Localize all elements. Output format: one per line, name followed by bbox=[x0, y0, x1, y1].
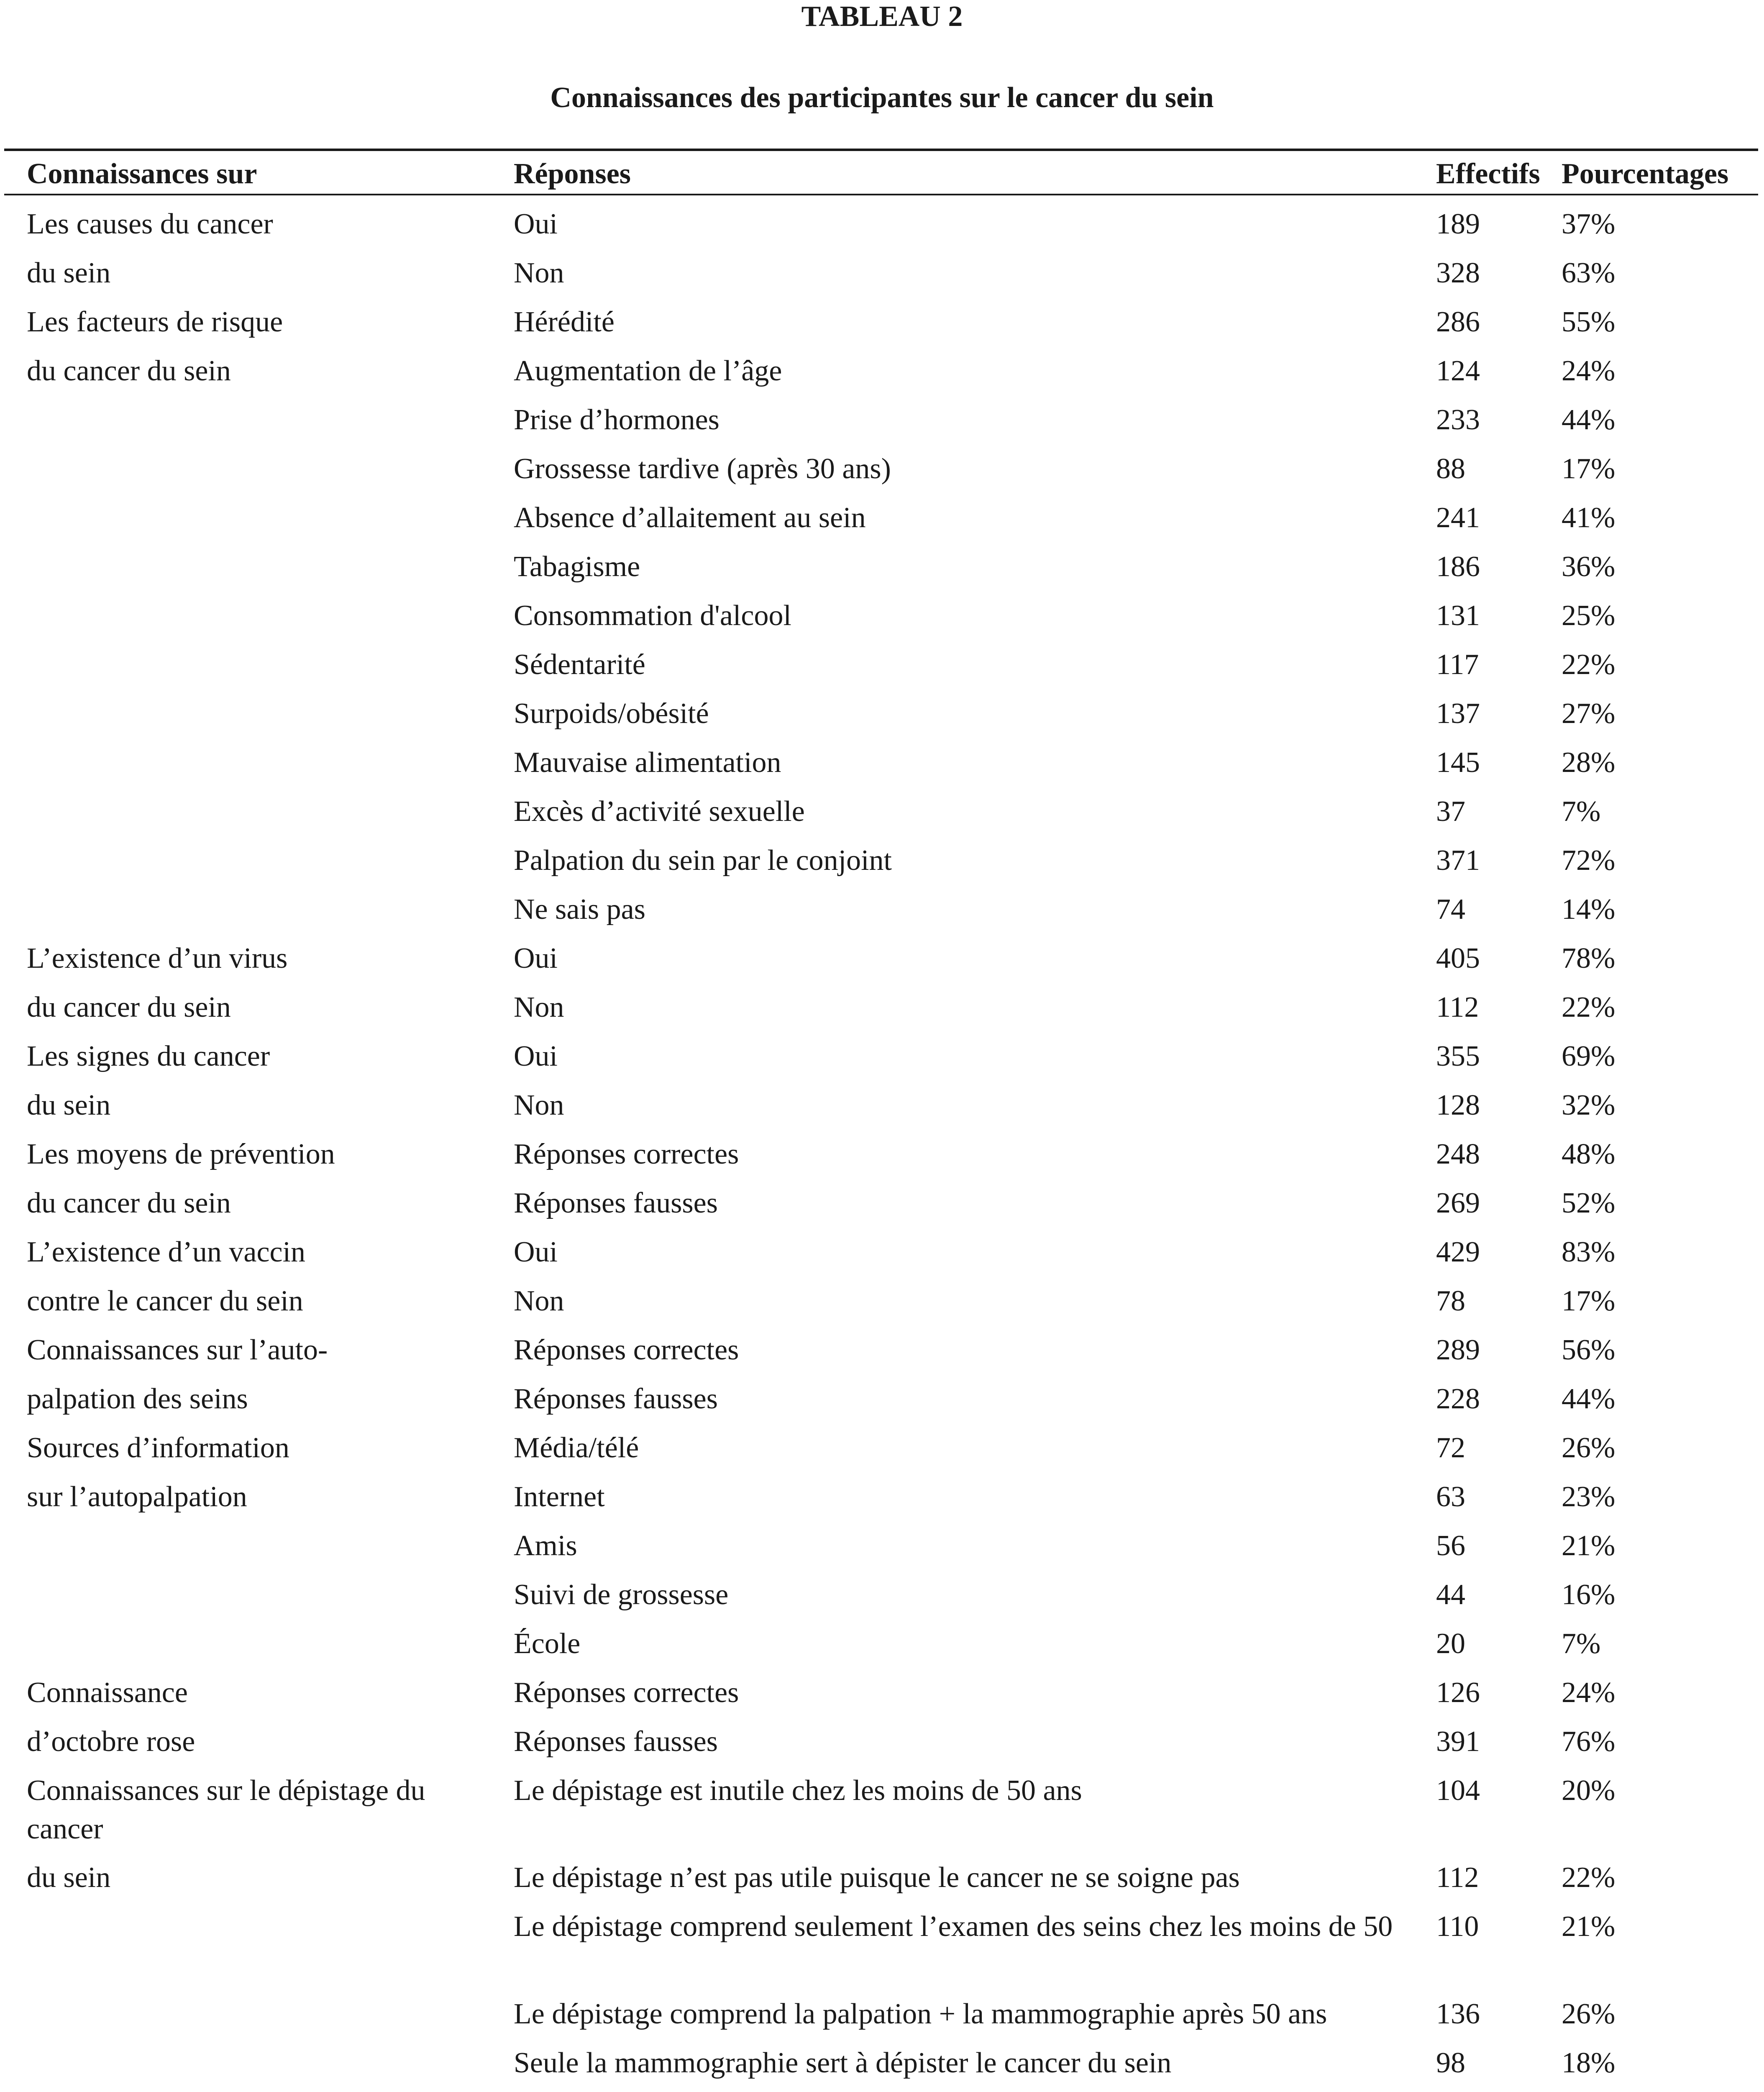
row-percent: 17% bbox=[1562, 1285, 1616, 1317]
row-percent: 44% bbox=[1562, 1383, 1616, 1415]
table-row bbox=[0, 2044, 1764, 2092]
row-percent: 48% bbox=[1562, 1138, 1616, 1170]
row-count: 228 bbox=[1436, 1383, 1480, 1415]
row-count: 128 bbox=[1436, 1089, 1480, 1121]
table-row bbox=[0, 1380, 1764, 1429]
row-count: 145 bbox=[1436, 746, 1480, 779]
table-row bbox=[0, 1772, 1764, 1859]
row-percent: 52% bbox=[1562, 1187, 1616, 1219]
row-percent: 21% bbox=[1562, 1910, 1616, 1943]
row-response: Non bbox=[514, 1285, 564, 1317]
row-percent: 69% bbox=[1562, 1040, 1616, 1072]
table-row bbox=[0, 1859, 1764, 1907]
row-count: 44 bbox=[1436, 1579, 1465, 1611]
row-percent: 83% bbox=[1562, 1236, 1616, 1268]
header-count: Effectifs bbox=[1436, 158, 1540, 190]
row-topic: du sein bbox=[27, 1089, 111, 1121]
row-response: Réponses fausses bbox=[514, 1187, 718, 1219]
row-count: 269 bbox=[1436, 1187, 1480, 1219]
row-percent: 72% bbox=[1562, 844, 1616, 877]
row-count: 429 bbox=[1436, 1236, 1480, 1268]
table-row bbox=[0, 303, 1764, 352]
row-count: 20 bbox=[1436, 1628, 1465, 1660]
row-percent: 17% bbox=[1562, 453, 1616, 485]
row-topic: du cancer du sein bbox=[27, 1187, 231, 1219]
row-percent: 16% bbox=[1562, 1579, 1616, 1611]
row-response: Grossesse tardive (après 30 ans) bbox=[514, 453, 891, 485]
table-row bbox=[0, 548, 1764, 597]
row-count: 112 bbox=[1436, 1861, 1479, 1894]
row-topic: Les moyens de prévention bbox=[27, 1138, 335, 1170]
row-topic: Connaissance bbox=[27, 1677, 188, 1709]
row-response: Oui bbox=[514, 1040, 558, 1072]
row-count: 104 bbox=[1436, 1774, 1480, 1807]
row-response: Réponses fausses bbox=[514, 1725, 718, 1758]
row-percent: 36% bbox=[1562, 551, 1616, 583]
header-response: Réponses bbox=[514, 158, 631, 190]
row-response: Palpation du sein par le conjoint bbox=[514, 844, 892, 877]
table-row bbox=[0, 1527, 1764, 1576]
row-count: 186 bbox=[1436, 551, 1480, 583]
table-row bbox=[0, 1233, 1764, 1282]
row-response: Oui bbox=[514, 208, 558, 240]
table-header-rule bbox=[4, 194, 1758, 195]
table-row bbox=[0, 1282, 1764, 1331]
table-row bbox=[0, 1723, 1764, 1772]
table-row bbox=[0, 743, 1764, 792]
row-percent: 25% bbox=[1562, 600, 1616, 632]
row-count: 371 bbox=[1436, 844, 1480, 877]
row-count: 110 bbox=[1436, 1910, 1479, 1943]
row-percent: 44% bbox=[1562, 404, 1616, 436]
row-percent: 28% bbox=[1562, 746, 1616, 779]
table-row bbox=[0, 1995, 1764, 2044]
row-topic: du sein bbox=[27, 1861, 111, 1894]
row-count: 405 bbox=[1436, 942, 1480, 974]
table-row bbox=[0, 841, 1764, 890]
row-count: 37 bbox=[1436, 795, 1465, 828]
table-row bbox=[0, 939, 1764, 988]
row-count: 63 bbox=[1436, 1481, 1465, 1513]
row-percent: 21% bbox=[1562, 1530, 1616, 1562]
row-topic: Les facteurs de risque bbox=[27, 306, 283, 338]
row-topic: Connaissances sur l’auto- bbox=[27, 1334, 328, 1366]
row-response: Oui bbox=[514, 1236, 558, 1268]
row-percent: 18% bbox=[1562, 2047, 1616, 2079]
row-percent: 20% bbox=[1562, 1774, 1616, 1807]
row-response: Oui bbox=[514, 942, 558, 974]
row-response: Hérédité bbox=[514, 306, 614, 338]
table-row bbox=[0, 1674, 1764, 1723]
row-percent: 14% bbox=[1562, 893, 1616, 926]
row-topic: sur l’autopalpation bbox=[27, 1481, 247, 1513]
row-count: 289 bbox=[1436, 1334, 1480, 1366]
row-count: 56 bbox=[1436, 1530, 1465, 1562]
row-percent: 56% bbox=[1562, 1334, 1616, 1366]
row-topic: Connaissances sur le dépistage du cancer bbox=[27, 1774, 425, 1845]
row-response: Média/télé bbox=[514, 1432, 639, 1464]
row-count: 131 bbox=[1436, 600, 1480, 632]
row-response: Amis bbox=[514, 1530, 577, 1562]
row-response: Réponses correctes bbox=[514, 1138, 739, 1170]
row-count: 74 bbox=[1436, 893, 1465, 926]
table-row bbox=[0, 450, 1764, 499]
row-response: Le dépistage est inutile chez les moins de 50 ans bbox=[514, 1774, 1082, 1807]
table-row bbox=[0, 1576, 1764, 1625]
row-response: Tabagisme bbox=[514, 551, 640, 583]
table-row bbox=[0, 352, 1764, 401]
table-row bbox=[0, 401, 1764, 450]
row-response: Absence d’allaitement au sein bbox=[514, 502, 866, 534]
row-percent: 76% bbox=[1562, 1725, 1616, 1758]
row-percent: 22% bbox=[1562, 649, 1616, 681]
row-response: Suivi de grossesse bbox=[514, 1579, 729, 1611]
row-response: Surpoids/obésité bbox=[514, 697, 709, 730]
table-row bbox=[0, 1429, 1764, 1478]
table-row bbox=[0, 1625, 1764, 1674]
row-topic: du sein bbox=[27, 257, 111, 289]
row-topic: contre le cancer du sein bbox=[27, 1285, 303, 1317]
row-response: Mauvaise alimentation bbox=[514, 746, 781, 779]
table-row bbox=[0, 646, 1764, 695]
row-topic: Sources d’information bbox=[27, 1432, 289, 1464]
row-percent: 37% bbox=[1562, 208, 1616, 240]
row-topic: palpation des seins bbox=[27, 1383, 248, 1415]
row-percent: 23% bbox=[1562, 1481, 1616, 1513]
row-count: 98 bbox=[1436, 2047, 1465, 2079]
row-percent: 41% bbox=[1562, 502, 1616, 534]
row-topic: L’existence d’un vaccin bbox=[27, 1236, 306, 1268]
row-topic: d’octobre rose bbox=[27, 1725, 195, 1758]
row-response: Le dépistage comprend la palpation + la mammographie après 50 ans bbox=[514, 1998, 1327, 2030]
row-count: 328 bbox=[1436, 257, 1480, 289]
row-count: 137 bbox=[1436, 697, 1480, 730]
row-topic: du cancer du sein bbox=[27, 991, 231, 1023]
table-row bbox=[0, 1184, 1764, 1233]
row-response: Sédentarité bbox=[514, 649, 645, 681]
row-count: 241 bbox=[1436, 502, 1480, 534]
row-count: 88 bbox=[1436, 453, 1465, 485]
row-topic: Les signes du cancer bbox=[27, 1040, 270, 1072]
row-percent: 22% bbox=[1562, 1861, 1616, 1894]
table-row bbox=[0, 597, 1764, 646]
row-percent: 7% bbox=[1562, 1628, 1601, 1660]
row-response: Réponses correctes bbox=[514, 1677, 739, 1709]
row-percent: 26% bbox=[1562, 1432, 1616, 1464]
row-percent: 7% bbox=[1562, 795, 1601, 828]
row-response: Le dépistage comprend seulement l’examen des seins chez les moins de 50 bbox=[514, 1910, 1393, 1943]
table-row bbox=[0, 1037, 1764, 1086]
header-percent: Pourcentages bbox=[1562, 158, 1729, 190]
row-count: 72 bbox=[1436, 1432, 1465, 1464]
row-percent: 63% bbox=[1562, 257, 1616, 289]
row-percent: 32% bbox=[1562, 1089, 1616, 1121]
row-response: Non bbox=[514, 1089, 564, 1121]
row-response: École bbox=[514, 1628, 581, 1660]
table-row bbox=[0, 695, 1764, 743]
row-percent: 22% bbox=[1562, 991, 1616, 1023]
table-body bbox=[0, 205, 1764, 2092]
header-topic: Connaissances sur bbox=[27, 158, 257, 190]
row-count: 248 bbox=[1436, 1138, 1480, 1170]
table-row bbox=[0, 890, 1764, 939]
row-response: Ne sais pas bbox=[514, 893, 645, 926]
row-count: 126 bbox=[1436, 1677, 1480, 1709]
table-row bbox=[0, 205, 1764, 254]
row-response: Le dépistage n’est pas utile puisque le cancer ne se soigne pas bbox=[514, 1861, 1240, 1894]
row-response: Réponses correctes bbox=[514, 1334, 739, 1366]
row-percent: 26% bbox=[1562, 1998, 1616, 2030]
table-row bbox=[0, 1135, 1764, 1184]
row-response: Augmentation de l’âge bbox=[514, 355, 782, 387]
row-response: Non bbox=[514, 257, 564, 289]
row-count: 136 bbox=[1436, 1998, 1480, 2030]
table-row bbox=[0, 1331, 1764, 1380]
row-topic: L’existence d’un virus bbox=[27, 942, 288, 974]
row-response: Prise d’hormones bbox=[514, 404, 719, 436]
table-label: TABLEAU 2 bbox=[801, 0, 963, 33]
table-row bbox=[0, 792, 1764, 841]
row-percent: 55% bbox=[1562, 306, 1616, 338]
row-topic: Les causes du cancer bbox=[27, 208, 273, 240]
table-row bbox=[0, 1907, 1764, 1995]
row-percent: 27% bbox=[1562, 697, 1616, 730]
row-response: Réponses fausses bbox=[514, 1383, 718, 1415]
table-row bbox=[0, 1086, 1764, 1135]
row-count: 78 bbox=[1436, 1285, 1465, 1317]
row-percent: 24% bbox=[1562, 355, 1616, 387]
table-row bbox=[0, 254, 1764, 303]
table-header bbox=[0, 156, 1764, 192]
table-row bbox=[0, 499, 1764, 548]
row-response: Internet bbox=[514, 1481, 605, 1513]
row-response: Non bbox=[514, 991, 564, 1023]
table-row bbox=[0, 988, 1764, 1037]
row-count: 112 bbox=[1436, 991, 1479, 1023]
row-count: 286 bbox=[1436, 306, 1480, 338]
row-response: Excès d’activité sexuelle bbox=[514, 795, 805, 828]
row-count: 124 bbox=[1436, 355, 1480, 387]
row-count: 355 bbox=[1436, 1040, 1480, 1072]
row-percent: 24% bbox=[1562, 1677, 1616, 1709]
row-response: Seule la mammographie sert à dépister le cancer du sein bbox=[514, 2047, 1172, 2079]
table-caption: Connaissances des participantes sur le cancer du sein bbox=[550, 82, 1214, 114]
table-top-rule bbox=[4, 149, 1758, 151]
table-row bbox=[0, 1478, 1764, 1527]
row-count: 233 bbox=[1436, 404, 1480, 436]
row-topic: du cancer du sein bbox=[27, 355, 231, 387]
row-response: Consommation d'alcool bbox=[514, 600, 791, 632]
row-count: 391 bbox=[1436, 1725, 1480, 1758]
row-count: 117 bbox=[1436, 649, 1479, 681]
row-count: 189 bbox=[1436, 208, 1480, 240]
row-percent: 78% bbox=[1562, 942, 1616, 974]
